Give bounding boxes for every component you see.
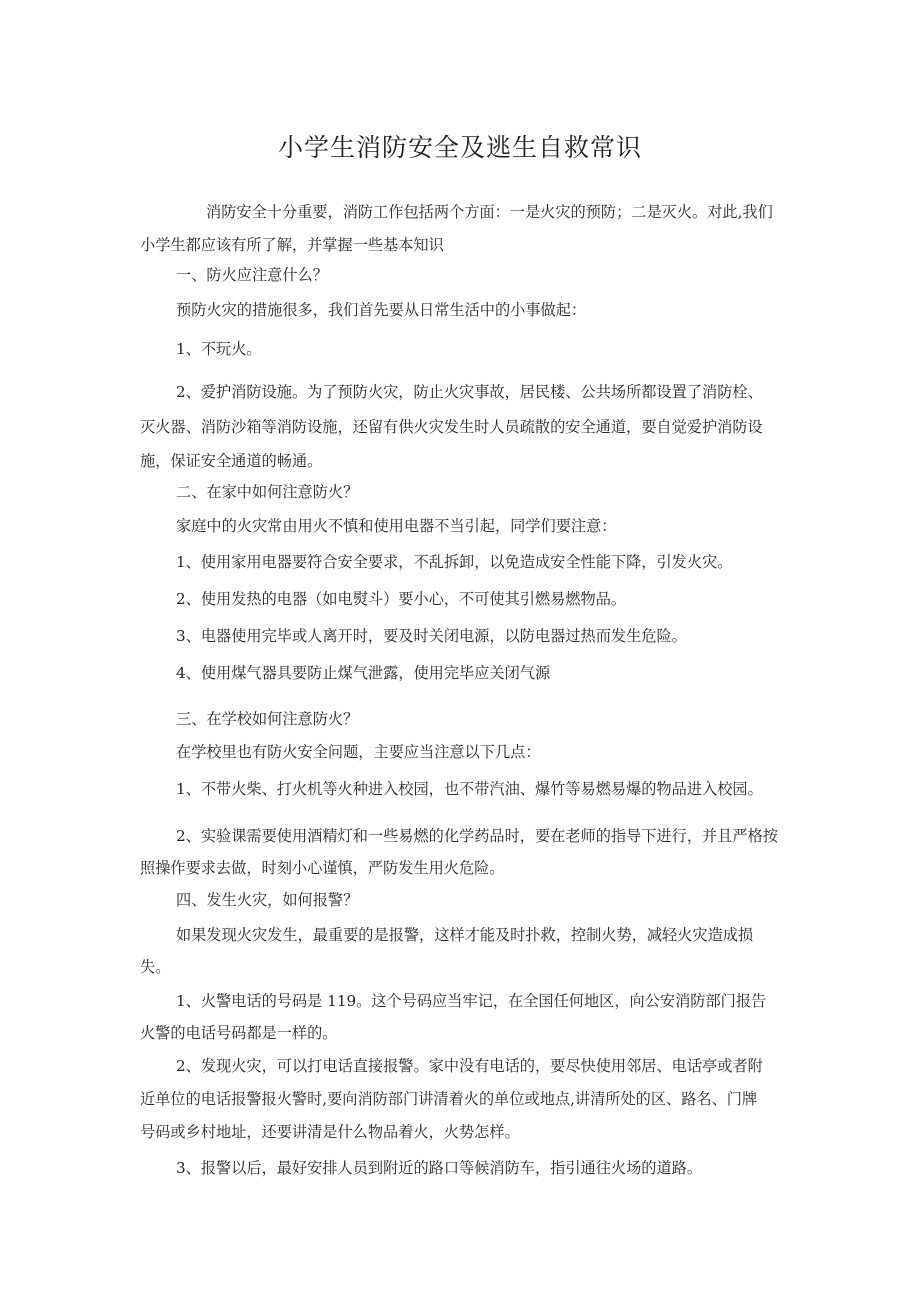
section4-lead-line1: 如果发现火灾发生，最重要的是报警，这样才能及时扑救，控制火势，减轻火灾造成损: [176, 926, 754, 944]
section4-item2-line1: 2、发现火灾，可以打电话直接报警。家中没有电话的，要尽快使用邻居、电话亭或者附: [176, 1057, 763, 1075]
section3-item2-line2: 照操作要求去做，时刻小心谨慎，严防发生用火危险。: [140, 859, 505, 877]
section4-heading: 四、发生火灾，如何报警？: [176, 891, 359, 909]
section3-heading: 三、在学校如何注意防火？: [176, 710, 359, 728]
section1-heading: 一、防火应注意什么？: [176, 266, 328, 284]
section2-item3: 3、电器使用完毕或人离开时，要及时关闭电源，以防电器过热而发生危险。: [176, 627, 687, 645]
intro-line-2: 小学生都应该有所了解，并掌握一些基本知识: [140, 236, 444, 254]
section2-item1: 1、使用家用电器要符合安全要求，不乱拆卸，以免造成安全性能下降，引发火灾。: [176, 553, 733, 571]
section1-lead: 预防火灾的措施很多，我们首先要从日常生活中的小事做起：: [176, 301, 587, 319]
section3-item1: 1、不带火柴、打火机等火种进入校园，也不带汽油、爆竹等易燃易爆的物品进入校园。: [176, 780, 763, 798]
document-title: 小学生消防安全及逃生自救常识: [277, 133, 642, 162]
section1-item2-line3: 施，保证安全通道的畅通。: [140, 452, 323, 470]
section4-item3: 3、报警以后，最好安排人员到附近的路口等候消防车，指引通往火场的道路。: [176, 1159, 703, 1177]
section1-item2-line1: 2、爱护消防设施。为了预防火灾，防止火灾事故，居民楼、公共场所都设置了消防栓、: [176, 383, 763, 401]
section2-item4: 4、使用煤气器具要防止煤气泄露，使用完毕应关闭气源: [176, 664, 551, 682]
intro-line-1: 消防安全十分重要，消防工作包括两个方面：一是火灾的预防；二是灭火。对此,我们: [206, 203, 773, 221]
section1-item1: 1、不玩火。: [176, 340, 262, 358]
section4-item1-line1: 1、火警电话的号码是 119。这个号码应当牢记，在全国任何地区，向公安消防部门报告: [176, 992, 767, 1010]
section3-item2-line1: 2、实验课需要使用酒精灯和一些易燃的化学药品时，要在老师的指导下进行，并且严格按: [176, 827, 778, 845]
section2-item2: 2、使用发热的电器（如电熨斗）要小心，不可使其引燃易燃物品。: [176, 590, 627, 608]
section2-lead: 家庭中的火灾常由用火不慎和使用电器不当引起，同学们要注意：: [176, 517, 617, 535]
section2-heading: 二、在家中如何注意防火？: [176, 483, 359, 501]
section1-item2-line2: 灭火器、消防沙箱等消防设施，还留有供火灾发生时人员疏散的安全通道，要自觉爱护消防设: [140, 418, 763, 436]
section4-item1-line2: 火警的电话号码都是一样的。: [140, 1024, 338, 1042]
section4-item2-line2: 近单位的电话报警报火警时,要向消防部门讲清着火的单位或地点,讲清所处的区、路名、门牌: [140, 1090, 758, 1108]
section4-item2-line3: 号码或乡村地址，还要讲清是什么物品着火，火势怎样。: [140, 1123, 520, 1141]
section3-lead: 在学校里也有防火安全问题，主要应当注意以下几点：: [176, 743, 541, 761]
section4-lead-line2: 失。: [140, 958, 171, 976]
